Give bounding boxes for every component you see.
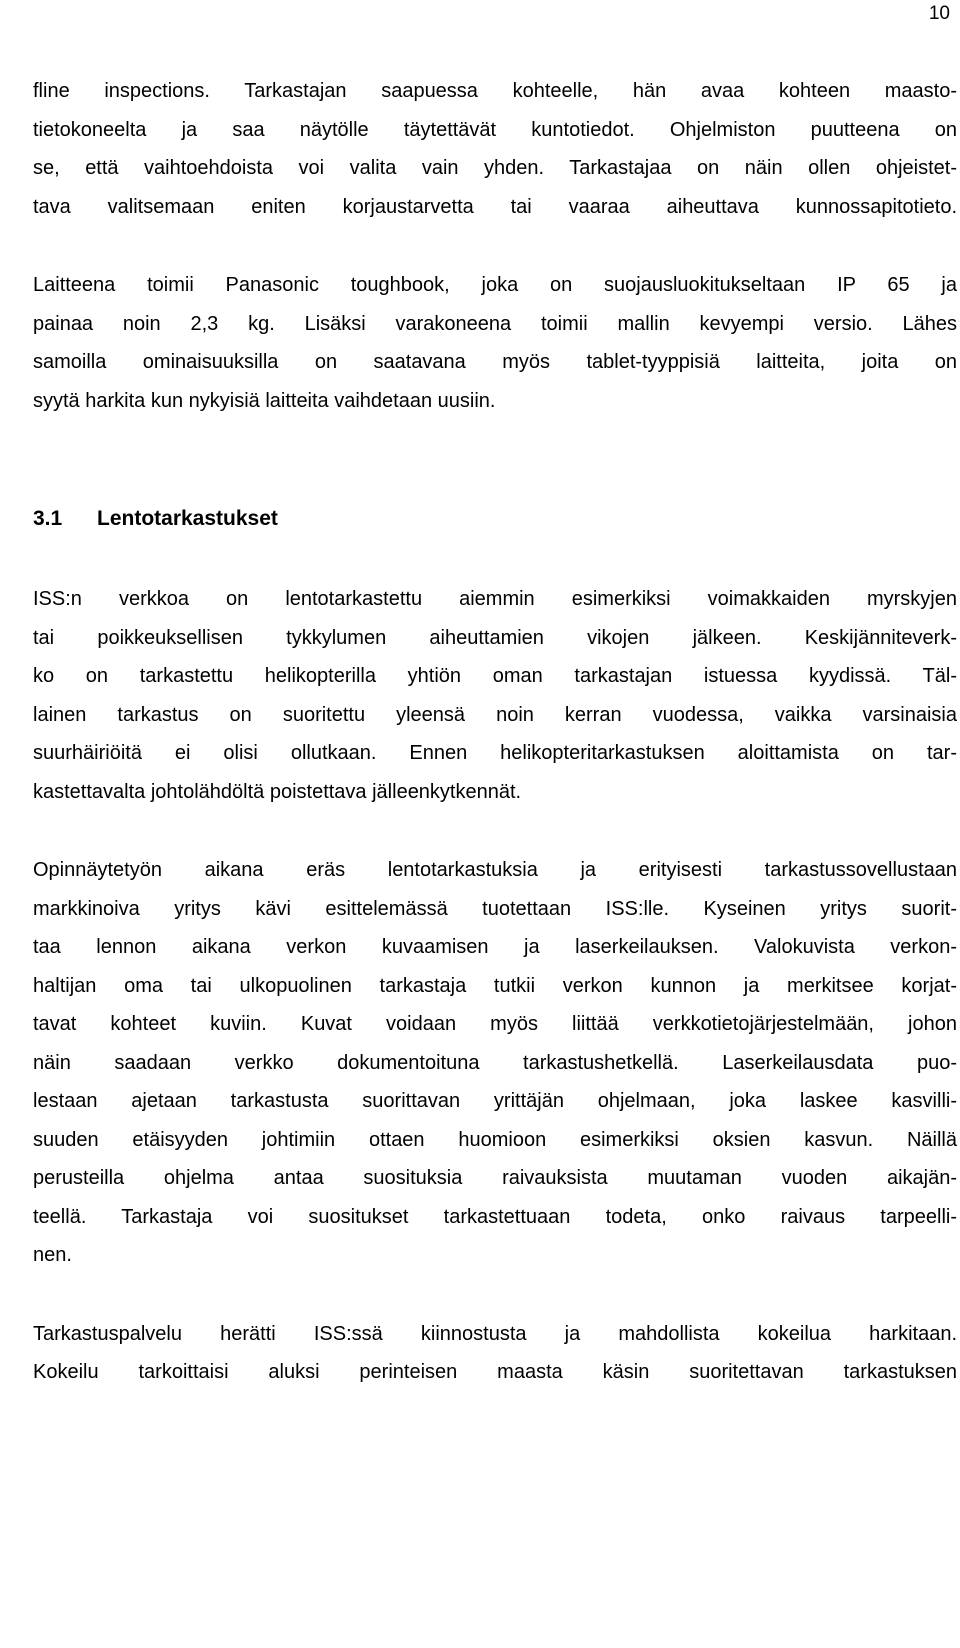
paragraph-inspection-software xyxy=(33,72,957,226)
text-line: lestaan ajetaan tarkastusta suorittavan yrittäjän ohjelmaan, joka laskee kasvilli- xyxy=(33,1090,957,1112)
section-title: Lentotarkastukset xyxy=(97,507,278,530)
text-line: ISS:n verkkoa on lentotarkastettu aiemmin esimerkiksi voimakkaiden myrskyjen xyxy=(33,588,957,610)
paragraph-trial xyxy=(33,1315,957,1392)
paragraph-flight-inspections xyxy=(33,580,957,811)
text-line: taa lennon aikana verkon kuvaamisen ja laserkeilauksen. Valokuvista verkon- xyxy=(33,936,957,958)
text-line: nen. xyxy=(33,1244,72,1266)
text-line: lainen tarkastus on suoritettu yleensä noin kerran vuodessa, vaikka varsinaisia xyxy=(33,703,957,726)
text-line: suuden etäisyyden johtimiin ottaen huomioon esimerkiksi oksien kasvun. Näillä xyxy=(33,1128,957,1151)
text-line: näin saadaan verkko dokumentoituna tarkastushetkellä. Laserkeilausdata puo- xyxy=(33,1051,957,1074)
text-line: se, että vaihtoehdoista voi valita vain yhden. Tarkastajaa on näin ollen ohjeistet- xyxy=(33,157,957,179)
text-line: haltijan oma tai ulkopuolinen tarkastaja tutkii verkon kunnon ja merkitsee korjat- xyxy=(33,974,957,997)
text-line: Opinnäytetyön aikana eräs lentotarkastuksia ja erityisesti tarkastussovellustaan xyxy=(33,859,957,881)
text-line: tietokoneelta ja saa näytölle täytettävät kuntotiedot. Ohjelmiston puutteena on xyxy=(33,118,957,141)
section-heading xyxy=(33,500,957,538)
text-line: tai poikkeuksellisen tykkylumen aiheuttamien vikojen jälkeen. Keskijänniteverk- xyxy=(33,626,957,649)
text-line: Kokeilu tarkoittaisi aluksi perinteisen maasta käsin suoritettavan tarkastuksen xyxy=(33,1361,957,1383)
paragraph-devices xyxy=(33,266,957,420)
text-line: syytä harkita kun nykyisiä laitteita vaihdetaan uusiin. xyxy=(33,389,496,412)
text-line: Laitteena toimii Panasonic toughbook, joka on suojausluokitukseltaan IP 65 ja xyxy=(33,274,957,296)
text-line: perusteilla ohjelma antaa suosituksia raivauksista muutaman vuoden aikajän- xyxy=(33,1167,957,1189)
paragraph-laser-scanning xyxy=(33,851,957,1275)
document-body xyxy=(33,72,957,1392)
text-line: fline inspections. Tarkastajan saapuessa kohteelle, hän avaa kohteen maasto- xyxy=(33,80,957,102)
text-line: Tarkastuspalvelu herätti ISS:ssä kiinnostusta ja mahdollista kokeilua harkitaan. xyxy=(33,1322,957,1345)
text-line: markkinoiva yritys kävi esittelemässä tuotettaan ISS:lle. Kyseinen yritys suorit- xyxy=(33,897,957,920)
page-number: 10 xyxy=(928,3,950,24)
text-line: suurhäiriöitä ei olisi ollutkaan. Ennen helikopteritarkastuksen aloittamista on tar- xyxy=(33,742,957,764)
text-line: teellä. Tarkastaja voi suositukset tarkastettuaan todeta, onko raivaus tarpeelli- xyxy=(33,1205,957,1228)
section-number: 3.1 xyxy=(33,507,63,530)
text-line: tava valitsemaan eniten korjaustarvetta tai vaaraa aiheuttava kunnossapitotieto. xyxy=(33,195,957,218)
text-line: kastettavalta johtolähdöltä poistettava jälleenkytkennät. xyxy=(33,780,522,803)
text-line: ko on tarkastettu helikopterilla yhtiön oman tarkastajan istuessa kyydissä. Täl- xyxy=(33,665,957,687)
text-line: painaa noin 2,3 kg. Lisäksi varakoneena toimii mallin kevyempi versio. Lähes xyxy=(33,312,957,335)
text-line: samoilla ominaisuuksilla on saatavana myös tablet-tyyppisiä laitteita, joita on xyxy=(33,351,957,373)
text-line: tavat kohteet kuviin. Kuvat voidaan myös liittää verkkotietojärjestelmään, johon xyxy=(33,1013,957,1035)
